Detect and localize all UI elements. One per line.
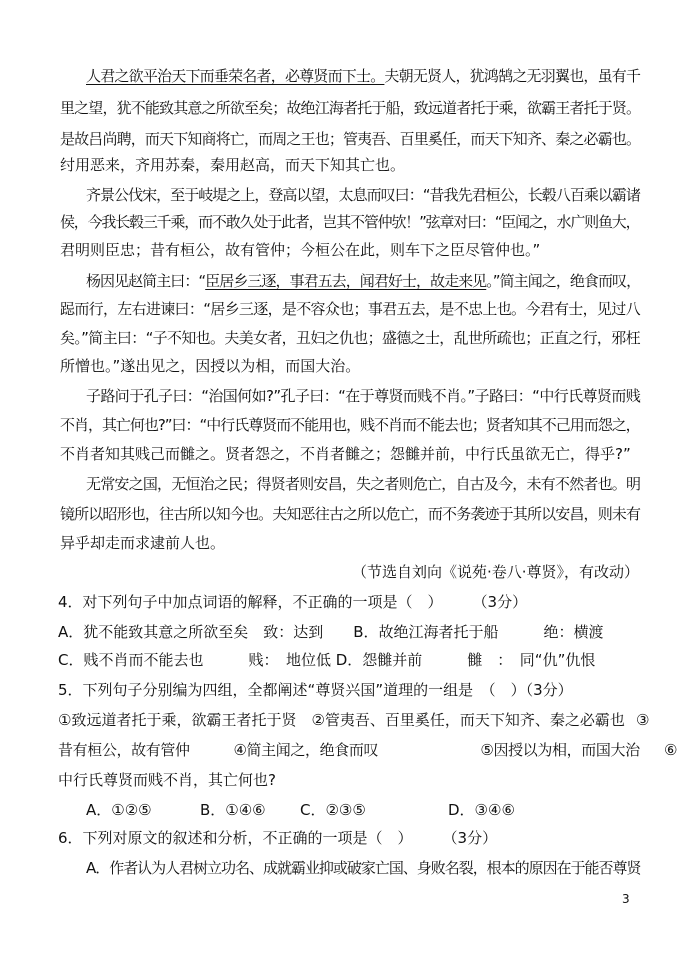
question-4-stem: 4．对下列句子中加点词语的解释，不正确的一项是（ ） （3分） <box>58 593 528 611</box>
passage-p2-line1: 齐景公伐宋，至于岐堤之上，登高以望，太息而叹曰：“昔我先君桓公，长毂八百乘以霸诸 <box>86 186 640 204</box>
passage-text: 。”简主闻之，绝食而叹， <box>486 272 641 290</box>
passage-text: 夫朝无贤人，犹鸿鹄之无羽翼也，虽有千 <box>384 67 641 85</box>
question-5-option-a: A．①②⑤ <box>86 801 152 819</box>
question-5-option-c: C．②③⑤ <box>300 801 366 819</box>
passage-text: 杨因见赵简主曰：“ <box>86 272 206 290</box>
passage-p3-line4: 所憎也。”遂出见之，因授以为相，而国大治。 <box>60 357 361 375</box>
page-number: 3 <box>622 892 630 906</box>
question-4-options-row2: C．贱不肖而不能去也 贱： 地位低 D．怨雠并前 雠 ： 同“仇”仇恨 <box>58 651 596 669</box>
question-6-stem: 6．下列对原文的叙述和分析，不正确的一项是（ ） （3分） <box>58 829 498 847</box>
question-5-sentences-row1: ①致远道者托于乘，欲霸王者托于贤 ②管夷吾、百里奚任，而天下知齐、秦之必霸也 <box>58 711 625 729</box>
passage-p1-line1 <box>86 66 640 86</box>
passage-p2-line3: 君明则臣忠；昔有桓公，故有管仲；今桓公在此，则车下之臣尽管仲也。” <box>60 241 541 259</box>
question-5-stem: 5．下列句子分别编为四组，全都阐述“尊贤兴国”道理的一组是 （ ）（3分） <box>58 681 573 699</box>
question-5-sentences-row3: 中行氏尊贤而贱不肖，其亡何也? <box>58 771 276 789</box>
underlined-key-sentence: 人君之欲平治天下而垂荣名者，必尊贤而下士。 <box>86 67 385 85</box>
question-4-options-row1: A．犹不能致其意之所欲至矣 致：达到 B．故绝江海者托于船 绝：横渡 <box>58 623 604 641</box>
question-5-sentences-row2: 昔有桓公，故有管仲 ④简主闻之，绝食而叹 ⑤因授以为相，而国大治 <box>58 741 640 759</box>
passage-p3-line2: 跽而行，左右进谏曰：“居乡三逐，是不容众也；事君五去，是不忠上也。今君有士，见过八 <box>60 300 640 318</box>
passage-p2-line2: 侯，今我长毂三千乘，而不敢久处于此者，岂其不管仲欤！”弦章对曰：“臣闻之，水广则鱼大， <box>60 213 640 231</box>
passage-p4-line2: 不肖，其亡何也?”曰：“中行氏尊贤而不能用也，贱不肖而不能去也；贤者知其不己用而怨之， <box>60 416 640 434</box>
passage-p1-line4: 纣用恶来，齐用苏秦，秦用赵高，而天下知其亡也。 <box>60 156 406 174</box>
passage-p5-line2: 镜所以昭形也，往古所以知今也。夫知恶往古之所以危亡，而不务袭迹于其所以安昌，则未有 <box>60 505 641 523</box>
question-6-option-a: A．作者认为人君树立功名、成就霸业抑或破家亡国、身败名裂，根本的原因在于能否尊贤 <box>86 859 641 877</box>
passage-p1-line3: 是故吕尚聘，而天下知商将亡，而周之王也；管夷吾、百里奚任，而天下知齐、秦之必霸也。 <box>60 130 641 148</box>
question-5-mark-3: ③ <box>636 711 650 729</box>
passage-p3-line1 <box>86 271 640 291</box>
passage-p5-line1: 无常安之国，无恒治之民；得贤者则安昌，失之者则危亡，自古及今，未有不然者也。明 <box>86 475 641 493</box>
underlined-key-sentence: 臣居乡三逐，事君五去，闻君好士，故走来见 <box>205 272 487 290</box>
passage-p4-line3: 不肖者知其贱己而雠之。贤者怨之，不肖者雠之；怨雠并前，中行氏虽欲无亡，得乎?” <box>60 445 631 463</box>
question-5-mark-6: ⑥ <box>664 741 678 759</box>
passage-p3-line3: 矣。”简主曰：“子不知也。夫美女者，丑妇之仇也；盛德之士，乱世所疏也；正直之行，邪枉 <box>60 329 640 347</box>
question-5-option-d: D．③④⑥ <box>448 801 515 819</box>
passage-p5-line3: 异乎却走而求逮前人也。 <box>60 534 226 552</box>
passage-p1-line2: 里之望，犹不能致其意之所欲至矣；故绝江海者托于船，致远道者托于乘，欲霸王者托于贤。 <box>60 99 641 117</box>
passage-source: （节选自刘向《说苑·卷八·尊贤》，有改动） <box>352 563 640 581</box>
question-5-option-b: B．①④⑥ <box>200 801 266 819</box>
passage-p4-line1: 子路问于孔子曰：“治国何如?”孔子曰：“在于尊贤而贱不肖。”子路曰：“中行氏尊贤而贱 <box>86 387 641 405</box>
